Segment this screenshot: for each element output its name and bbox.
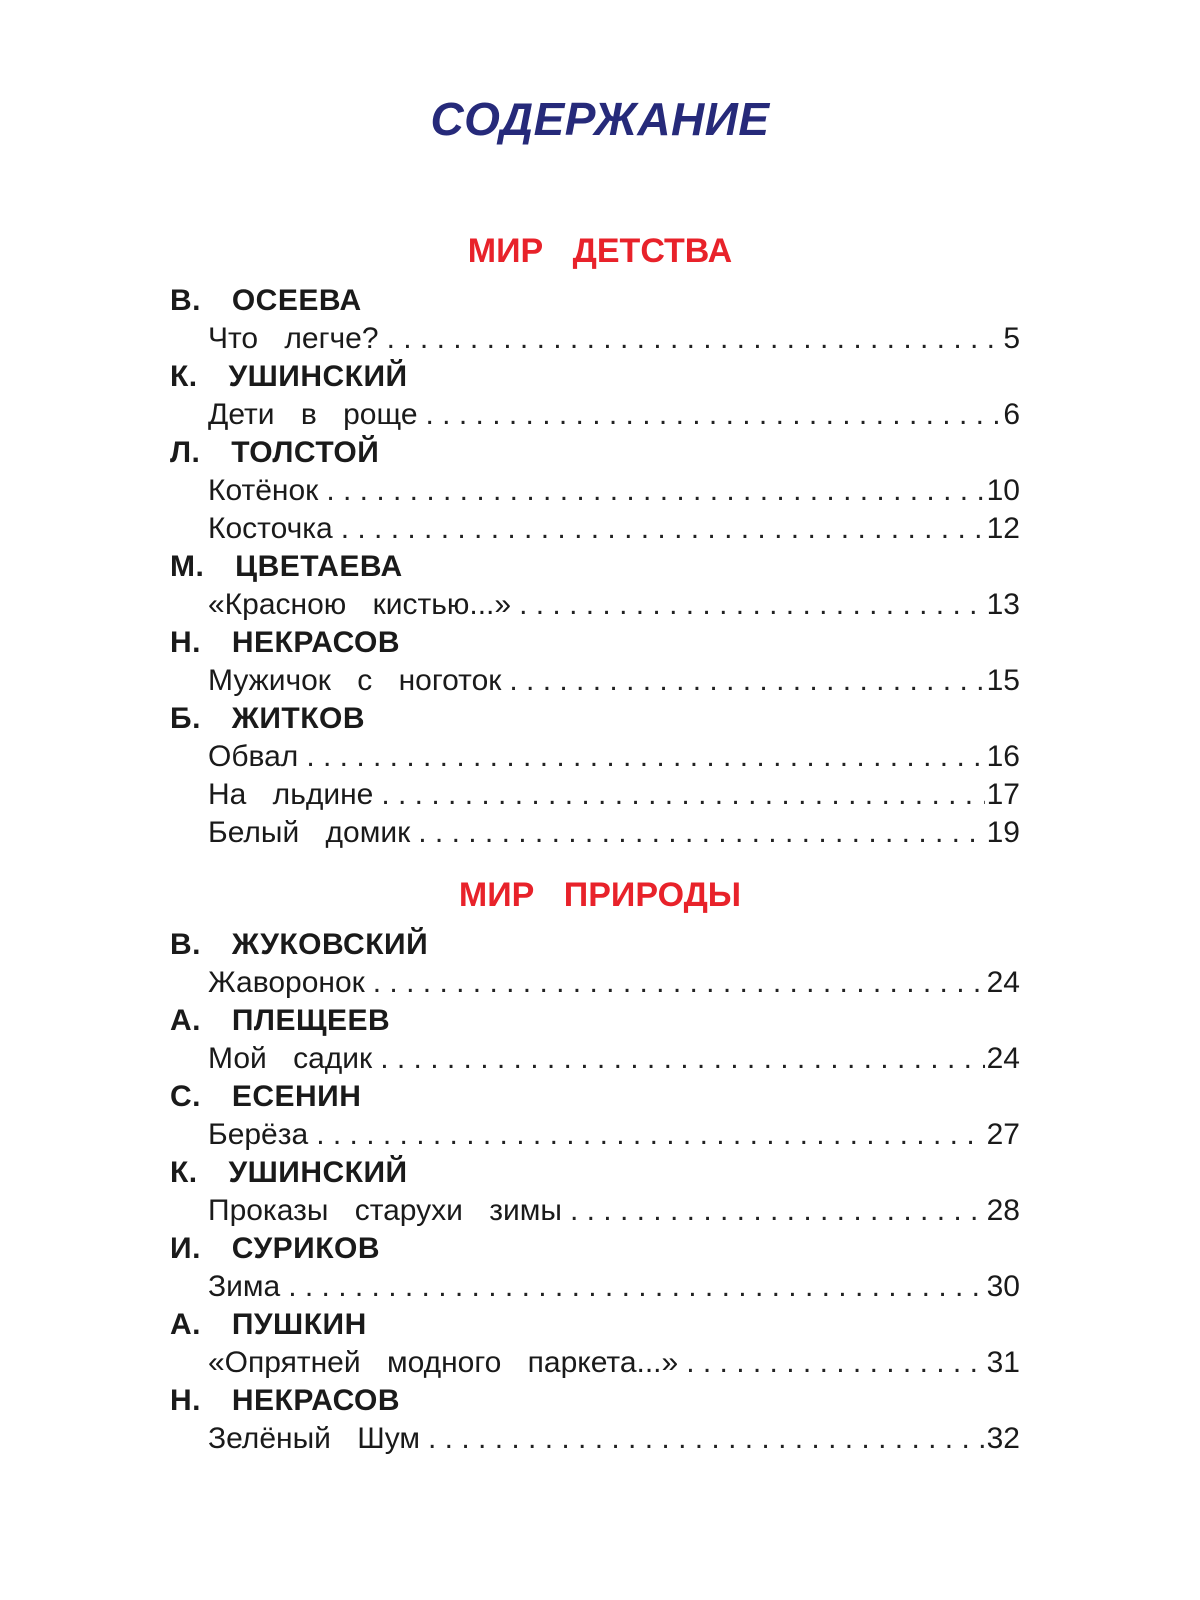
toc-entry[interactable] bbox=[208, 966, 1020, 1000]
page-number: 30 bbox=[986, 1270, 1020, 1303]
author-name: М. ЦВЕТАЕВА bbox=[170, 550, 403, 583]
page-number: 28 bbox=[986, 1194, 1020, 1227]
author-name: Л. ТОЛСТОЙ bbox=[170, 436, 380, 469]
work-title: «Опрятней модного паркета...» bbox=[208, 1346, 679, 1379]
toc-entry[interactable] bbox=[208, 322, 1020, 356]
dot-leader bbox=[316, 1118, 984, 1152]
work-title: Берёза bbox=[208, 1118, 309, 1151]
author-name: Н. НЕКРАСОВ bbox=[170, 626, 401, 659]
author-name: И. СУРИКОВ bbox=[170, 1232, 381, 1265]
toc-entry[interactable] bbox=[208, 1346, 1020, 1380]
toc-entry[interactable] bbox=[208, 740, 1020, 774]
toc-entry[interactable] bbox=[208, 1422, 1020, 1456]
work-title: Что легче? bbox=[208, 322, 379, 355]
page-number: 17 bbox=[986, 778, 1020, 811]
dot-leader bbox=[428, 1422, 985, 1456]
section-title: МИР ПРИРОДЫ bbox=[458, 876, 742, 914]
toc-entry[interactable] bbox=[208, 512, 1020, 546]
work-title: «Красною кистью...» bbox=[208, 588, 512, 621]
dot-leader bbox=[373, 966, 985, 1000]
toc-entry[interactable] bbox=[208, 1042, 1020, 1076]
page-number: 27 bbox=[986, 1118, 1020, 1151]
toc-entry[interactable] bbox=[208, 664, 1020, 698]
work-title: Зима bbox=[208, 1270, 281, 1303]
page-number: 5 bbox=[1003, 322, 1020, 355]
toc-entry[interactable] bbox=[208, 778, 1020, 812]
work-title: Зелёный Шум bbox=[208, 1422, 421, 1455]
page-number: 15 bbox=[986, 664, 1020, 697]
dot-leader bbox=[519, 588, 985, 622]
page-number: 24 bbox=[986, 1042, 1020, 1075]
toc-entry[interactable] bbox=[208, 1194, 1020, 1228]
author-name: С. ЕСЕНИН bbox=[170, 1080, 362, 1113]
dot-leader bbox=[387, 322, 1002, 356]
dot-leader bbox=[426, 398, 1002, 432]
toc-entry[interactable] bbox=[208, 398, 1020, 432]
dot-leader bbox=[341, 512, 985, 546]
toc-entry[interactable] bbox=[208, 588, 1020, 622]
work-title: Жаворонок bbox=[208, 966, 365, 999]
page-number: 31 bbox=[986, 1346, 1020, 1379]
page-number: 16 bbox=[986, 740, 1020, 773]
toc-entry[interactable] bbox=[208, 474, 1020, 508]
work-title: Обвал bbox=[208, 740, 299, 773]
work-title: Мужичок с ноготок bbox=[208, 664, 502, 697]
dot-leader bbox=[418, 816, 984, 850]
author-name: Б. ЖИТКОВ bbox=[170, 702, 366, 735]
page-number: 24 bbox=[986, 966, 1020, 999]
page-number: 13 bbox=[986, 588, 1020, 621]
dot-leader bbox=[381, 778, 984, 812]
author-name: В. ОСЕЕВА bbox=[170, 284, 362, 317]
page-title: СОДЕРЖАНИЕ bbox=[430, 93, 770, 145]
work-title: Дети в роще bbox=[208, 398, 418, 431]
dot-leader bbox=[570, 1194, 985, 1228]
author-name: В. ЖУКОВСКИЙ bbox=[170, 928, 429, 961]
author-name: А. ПУШКИН bbox=[170, 1308, 367, 1341]
dot-leader bbox=[380, 1042, 984, 1076]
section-title: МИР ДЕТСТВА bbox=[467, 232, 733, 270]
dot-leader bbox=[326, 474, 984, 508]
work-title: Косточка bbox=[208, 512, 333, 545]
work-title: Белый домик bbox=[208, 816, 411, 849]
dot-leader bbox=[686, 1346, 984, 1380]
page-number: 19 bbox=[986, 816, 1020, 849]
toc-entry[interactable] bbox=[208, 816, 1020, 850]
page-number: 12 bbox=[986, 512, 1020, 545]
author-name: К. УШИНСКИЙ bbox=[170, 1156, 408, 1189]
dot-leader bbox=[509, 664, 984, 698]
page-number: 6 bbox=[1003, 398, 1020, 431]
toc-entry[interactable] bbox=[208, 1118, 1020, 1152]
page-number: 10 bbox=[986, 474, 1020, 507]
author-name: К. УШИНСКИЙ bbox=[170, 360, 408, 393]
work-title: На льдине bbox=[208, 778, 374, 811]
work-title: Мой садик bbox=[208, 1042, 373, 1075]
dot-leader bbox=[288, 1270, 984, 1304]
toc-entry[interactable] bbox=[208, 1270, 1020, 1304]
work-title: Проказы старухи зимы bbox=[208, 1194, 562, 1227]
work-title: Котёнок bbox=[208, 474, 319, 507]
dot-leader bbox=[306, 740, 984, 774]
page-number: 32 bbox=[986, 1422, 1020, 1455]
author-name: А. ПЛЕЩЕЕВ bbox=[170, 1004, 391, 1037]
author-name: Н. НЕКРАСОВ bbox=[170, 1384, 401, 1417]
